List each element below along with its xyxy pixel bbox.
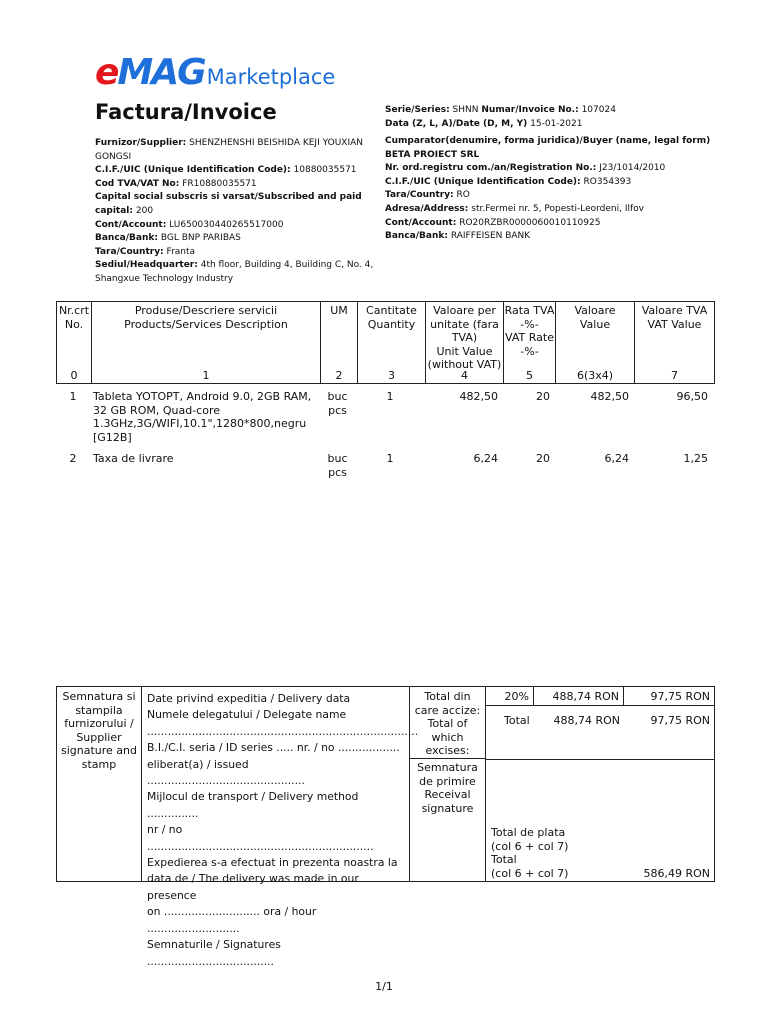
rate-vat-cell: 97,75 RON — [624, 687, 714, 706]
supplier-name: SHENZHENSHI BEISHIDA KEJI YOUXIAN GONGSI — [95, 138, 363, 162]
col-header-desc — [91, 302, 320, 383]
col-header-nr-text: Nr.crt No. — [58, 304, 90, 331]
col-header-vat — [634, 302, 714, 383]
delivery-line: Numele delegatului / Delegate name — [147, 708, 347, 722]
row-vat: 1,25 — [683, 452, 708, 465]
total-payment-label: Total de plata (col 6 + col 7) Total (col 6 + col 7) — [491, 826, 569, 880]
excise-total-cell: Total din care accize: Total of which excises: — [410, 687, 486, 759]
buyer-address-label: Adresa/Address: — [385, 203, 469, 214]
supplier-account: LU650030440265517000 — [169, 219, 284, 230]
col-header-desc-num: 1 — [202, 368, 210, 382]
row-vat: 96,50 — [676, 390, 708, 403]
buyer-name: BETA PROIECT SRL — [385, 149, 480, 160]
supplier-block — [95, 137, 375, 287]
supplier-hq: 4th floor, Building 4, Building C, No. 4, Shangxue Technology Industry — [95, 260, 374, 284]
col-header-um — [320, 302, 357, 383]
supplier-country-label: Tara/Country: — [95, 246, 164, 257]
col-header-qty-num: 3 — [388, 368, 395, 382]
total-payment-amount: 586,49 RON — [643, 867, 710, 880]
buyer-country-label: Tara/Country: — [385, 190, 454, 201]
capital-label: Capital social subscris si varsat/Subscribed and paid capital: — [95, 192, 362, 216]
col-header-qty — [357, 302, 425, 383]
supplier-bank-label: Banca/Bank: — [95, 233, 158, 244]
delivery-line: Expedierea s-a efectuat in prezenta noastra la — [147, 856, 398, 870]
row-value: 482,50 — [590, 390, 629, 403]
supplier-bank: BGL BNP PARIBAS — [160, 233, 241, 244]
supplier-signature-cell: Semnatura si stampila furnizorului / Supplier signature and stamp — [57, 687, 142, 881]
receival-signature-cell: Semnatura de primire Receival signature — [410, 759, 486, 881]
col-header-vat-num: 7 — [671, 368, 678, 382]
total-vat: 97,75 RON — [650, 714, 710, 727]
row-unit: 6,24 — [473, 452, 498, 465]
delivery-line: on ............................ ora / hour ........................... — [147, 905, 317, 935]
col-header-unit-text: Valoare per unitate (fara TVA) Unit Value (without VAT) — [427, 304, 502, 371]
delivery-line: ............................................................................... — [147, 724, 419, 738]
row-desc: Taxa de livrare — [93, 452, 174, 465]
supplier-account-label: Cont/Account: — [95, 219, 167, 230]
row-um: buc pcs — [327, 452, 348, 479]
buyer-reg: J23/1014/2010 — [599, 163, 666, 174]
serie-value: SHNN — [452, 105, 479, 115]
supplier-cif: 10880035571 — [293, 165, 357, 176]
row-qty: 1 — [386, 452, 394, 465]
col-header-rate-text: Rata TVA -%- VAT Rate -%- — [504, 304, 555, 358]
total-value: 488,74 RON — [553, 714, 620, 727]
delivery-line: data de / The delivery was made in our presence — [147, 872, 359, 902]
col-header-qty-text: Cantitate Quantity — [366, 304, 417, 331]
buyer-account-label: Cont/Account: — [385, 217, 457, 228]
row-unit: 482,50 — [459, 390, 498, 403]
supplier-label: Furnizor/Supplier: — [95, 138, 187, 148]
emag-marketplace-logo — [95, 52, 335, 92]
logo-mag: MAG — [117, 52, 205, 93]
footer-summary-box — [56, 686, 715, 968]
buyer-country: RO — [456, 190, 470, 201]
row-qty: 1 — [386, 390, 394, 403]
delivery-line: Mijlocul de transport / Delivery method ............... — [147, 790, 359, 820]
col-header-unit — [425, 302, 503, 383]
col-header-um-num: 2 — [335, 368, 343, 382]
supplier-vat: FR10880035571 — [182, 178, 257, 189]
delivery-line: Date privind expeditia / Delivery data — [147, 692, 351, 705]
delivery-line: Semnaturile / Signatures ..................................... — [147, 938, 281, 968]
row-rate: 20 — [536, 390, 550, 403]
invoice-number: 107024 — [581, 105, 616, 115]
col-header-value — [555, 302, 634, 383]
col-header-value-text: Valoare Value — [574, 304, 616, 331]
row-nr: 1 — [69, 390, 77, 403]
row-rate: 20 — [536, 452, 550, 465]
payment-cell — [486, 759, 714, 881]
items-table-header — [56, 301, 715, 384]
col-header-rate — [503, 302, 555, 383]
page-number: 1/1 — [375, 980, 393, 993]
date-label: Data (Z, L, A)/Date (D, M, Y) — [385, 118, 528, 129]
col-header-value-num: 6(3x4) — [576, 368, 614, 382]
buyer-bank: RAIFFEISEN BANK — [450, 231, 531, 242]
rate-value-cell: 488,74 RON — [534, 687, 624, 706]
capital-value: 200 — [135, 205, 154, 216]
invoice-title: Factura/Invoice — [95, 100, 277, 124]
buyer-bank-label: Banca/Bank: — [385, 231, 448, 242]
logo-marketplace: Marketplace — [206, 65, 336, 89]
buyer-heading: Cumparator(denumire, forma juridica)/Buyer (name, legal form) — [385, 136, 711, 146]
supplier-hq-label: Sediul/Headquarter: — [95, 260, 198, 271]
col-header-unit-num: 4 — [461, 368, 468, 382]
col-header-um-text: UM — [330, 304, 348, 317]
delivery-data-cell — [142, 687, 419, 968]
row-desc: Tableta YOTOPT, Android 9.0, 2GB RAM, 32 GB ROM, Quad-core 1.3GHz,3G/WIFI,10.1",1280*800,negru [G12B] — [93, 390, 312, 444]
total-label: Total — [504, 714, 530, 727]
delivery-line: eliberat(a) / issued .............................................. — [147, 757, 305, 788]
buyer-cif-label: C.I.F./UIC (Unique Identification Code): — [385, 176, 581, 187]
series-block — [385, 104, 715, 131]
buyer-account: RO20RZBR0000060010110925 — [459, 217, 601, 228]
row-value: 6,24 — [604, 452, 629, 465]
serie-label: Serie/Series: — [385, 105, 450, 115]
logo-e: e — [95, 52, 118, 93]
supplier-country: Franta — [166, 246, 196, 257]
vat-rate-cell: 20% — [486, 687, 534, 706]
col-header-nr — [57, 302, 91, 383]
buyer-reg-label: Nr. ord.registru com./an/Registration No.: — [385, 163, 597, 174]
col-header-rate-num: 5 — [526, 368, 533, 382]
delivery-line: B.I./C.I. seria / ID series ..... nr. / no .................. — [147, 741, 400, 755]
row-nr: 2 — [69, 452, 77, 465]
row-um: buc pcs — [327, 390, 348, 417]
invoice-date: 15-01-2021 — [530, 118, 583, 129]
supplier-cif-label: C.I.F./UIC (Unique Identification Code): — [95, 165, 291, 176]
supplier-vat-label: Cod TVA/VAT No: — [95, 178, 180, 189]
buyer-cif: RO354393 — [583, 176, 632, 187]
buyer-block — [385, 135, 715, 244]
col-header-nr-num: 0 — [70, 368, 78, 382]
col-header-desc-text: Produse/Descriere servicii Products/Services Description — [124, 304, 288, 331]
buyer-address: str.Fermei nr. 5, Popesti-Leordeni, Ilfov — [471, 203, 644, 214]
col-header-vat-text: Valoare TVA VAT Value — [641, 304, 708, 331]
invoice-number-label: Numar/Invoice No.: — [481, 105, 579, 115]
delivery-line: nr / no .................................................................. — [147, 823, 374, 853]
